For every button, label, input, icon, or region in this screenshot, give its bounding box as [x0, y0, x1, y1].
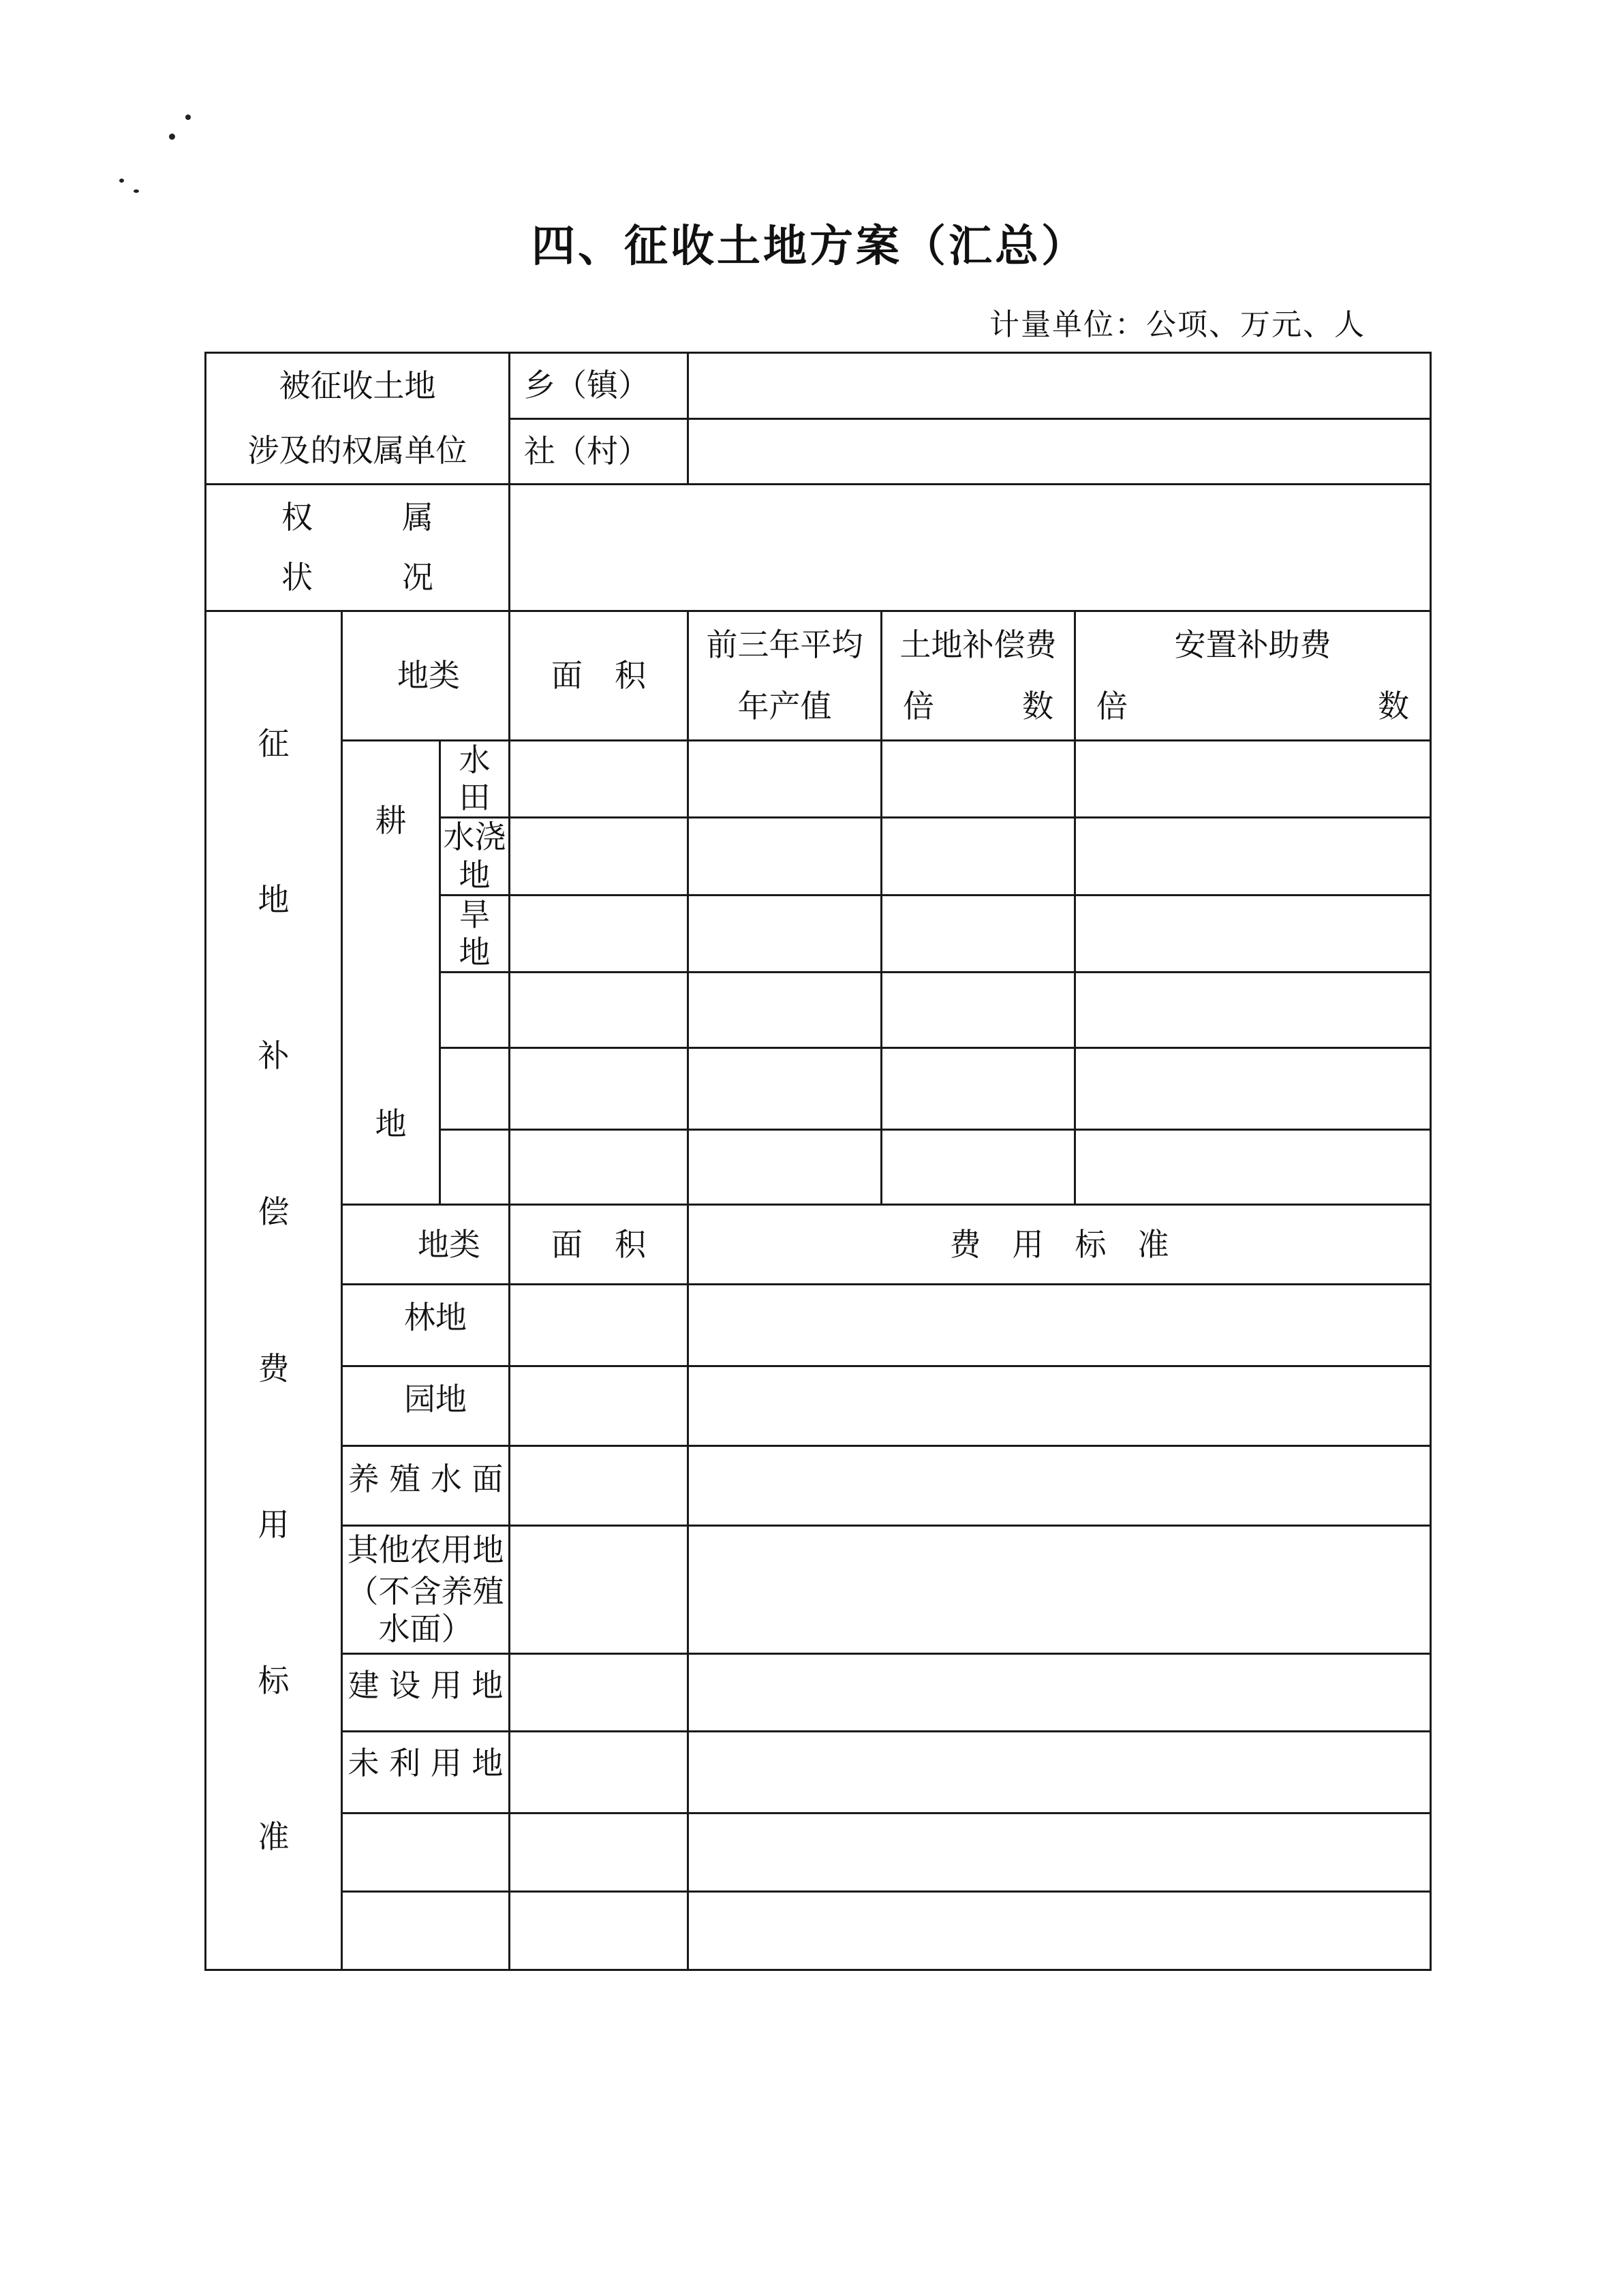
avg-value-header-line2: 年产值	[737, 687, 832, 724]
land-comp-cell[interactable]	[882, 1130, 1075, 1205]
side-char: 地	[258, 881, 290, 918]
area-cell[interactable]	[510, 1285, 688, 1366]
scan-speck	[169, 134, 175, 140]
scan-speck	[119, 179, 124, 183]
land-type-name-two-line	[342, 1526, 510, 1654]
resettle-header-char: 数	[1378, 687, 1410, 724]
village-value[interactable]	[688, 418, 1431, 485]
scan-speck	[134, 189, 139, 193]
land-type-name: 养 殖 水 面	[342, 1446, 510, 1526]
land-type-name	[342, 1366, 510, 1446]
area-cell[interactable]	[510, 895, 688, 972]
owner-unit-label-cell	[206, 353, 510, 485]
area-cell[interactable]	[510, 1130, 688, 1205]
fee-standard-cell[interactable]	[688, 1285, 1431, 1366]
area-header-char: 积	[615, 656, 647, 694]
avg-value-cell[interactable]	[688, 818, 882, 895]
land-type-name: 水 田	[440, 741, 510, 818]
land-comp-header	[882, 611, 1075, 741]
land-comp-cell[interactable]	[882, 741, 1075, 818]
owner-unit-label-line1: 被征收土地	[279, 367, 436, 404]
land-type-name[interactable]	[440, 1048, 510, 1130]
fee-standard-cell[interactable]	[688, 1526, 1431, 1654]
side-char: 费	[258, 1349, 290, 1387]
resettle-header-char: 倍	[1096, 687, 1128, 724]
status-label-char: 状	[281, 558, 313, 596]
side-char: 用	[258, 1505, 290, 1543]
area-cell[interactable]	[510, 818, 688, 895]
resettle-cell[interactable]	[1075, 973, 1431, 1048]
land-type-name-line2: （不含养殖水面）	[347, 1572, 504, 1647]
village-label: 社（村）	[510, 418, 688, 485]
land-comp-cell[interactable]	[882, 973, 1075, 1048]
ownership-status-label-cell	[206, 485, 510, 611]
avg-value-cell[interactable]	[688, 1048, 882, 1130]
fee-standard-cell[interactable]	[688, 1446, 1431, 1526]
area-cell[interactable]	[510, 1813, 688, 1892]
resettle-cell[interactable]	[1075, 1048, 1431, 1130]
fee-standard-cell[interactable]	[688, 1892, 1431, 1970]
unit-label: 计量单位：公项、万元、人	[989, 307, 1366, 342]
side-char: 准	[258, 1818, 290, 1856]
land-comp-cell[interactable]	[882, 818, 1075, 895]
cultivated-group-char: 耕	[375, 802, 407, 840]
fee-standard-header: 费 用 标 准	[688, 1205, 1431, 1285]
resettle-cell[interactable]	[1075, 818, 1431, 895]
cultivated-group-label	[342, 741, 440, 1205]
area-cell[interactable]	[510, 1366, 688, 1446]
ownership-status-value[interactable]	[510, 485, 1431, 611]
land-type-name[interactable]	[342, 1813, 510, 1892]
ownership-label-char: 属	[402, 498, 434, 536]
avg-value-header-line1: 前三年平均	[706, 626, 863, 663]
area-cell[interactable]	[510, 741, 688, 818]
avg-value-cell[interactable]	[688, 973, 882, 1048]
area-cell[interactable]	[510, 973, 688, 1048]
land-type-header-2	[342, 1205, 510, 1285]
area-header	[510, 611, 688, 741]
land-type-char: 园	[404, 1381, 435, 1418]
avg-value-cell[interactable]	[688, 895, 882, 972]
land-type-name-line1: 其他农用地	[347, 1531, 504, 1569]
cultivated-group-char: 地	[375, 1105, 407, 1142]
avg-value-cell[interactable]	[688, 741, 882, 818]
land-type-name[interactable]	[440, 1130, 510, 1205]
land-type-char: 地	[435, 1299, 467, 1336]
compensation-side-label	[206, 611, 342, 1970]
land-type-char: 地	[435, 1381, 467, 1418]
land-comp-cell[interactable]	[882, 895, 1075, 972]
land-comp-header-char: 数	[1022, 687, 1054, 724]
land-expropriation-form	[204, 352, 1432, 1971]
area-cell[interactable]	[510, 1892, 688, 1970]
resettle-cell[interactable]	[1075, 741, 1431, 818]
side-char: 征	[258, 724, 290, 762]
land-type-header-char: 类	[449, 1225, 480, 1263]
side-char: 偿	[258, 1193, 290, 1231]
area-cell[interactable]	[510, 1048, 688, 1130]
side-char: 标	[258, 1662, 290, 1700]
side-char: 补	[258, 1037, 290, 1075]
fee-standard-cell[interactable]	[688, 1732, 1431, 1813]
resettle-cell[interactable]	[1075, 895, 1431, 972]
owner-unit-label-line2: 涉及的权属单位	[247, 431, 467, 469]
land-comp-header-line1: 土地补偿费	[899, 626, 1057, 663]
land-comp-cell[interactable]	[882, 1048, 1075, 1130]
area-header-char: 面	[551, 1225, 583, 1263]
area-cell[interactable]	[510, 1526, 688, 1654]
land-type-name: 旱 地	[440, 895, 510, 972]
township-value[interactable]	[688, 353, 1431, 419]
resettle-header-line1: 安置补助费	[1174, 626, 1331, 663]
area-header-2	[510, 1205, 688, 1285]
scan-speck	[185, 114, 191, 120]
status-label-char: 况	[402, 558, 434, 596]
land-type-name	[342, 1285, 510, 1366]
resettle-cell[interactable]	[1075, 1130, 1431, 1205]
area-cell[interactable]	[510, 1654, 688, 1732]
land-type-name: 水浇地	[440, 818, 510, 895]
land-type-header-char: 地	[418, 1225, 449, 1263]
area-header-char: 面	[551, 656, 583, 694]
fee-standard-cell[interactable]	[688, 1366, 1431, 1446]
area-cell[interactable]	[510, 1732, 688, 1813]
area-header-char: 积	[615, 1225, 647, 1263]
avg-value-header	[688, 611, 882, 741]
land-comp-header-char: 倍	[903, 687, 935, 724]
township-label: 乡（镇）	[510, 353, 688, 419]
fee-standard-cell[interactable]	[688, 1813, 1431, 1892]
land-type-name: 建 设 用 地	[342, 1654, 510, 1732]
land-type-header	[342, 611, 510, 741]
resettle-header	[1075, 611, 1431, 741]
land-type-header-char: 地	[397, 656, 429, 694]
land-type-name: 未 利 用 地	[342, 1732, 510, 1813]
ownership-label-char: 权	[281, 498, 313, 536]
land-type-header-char: 类	[429, 656, 460, 694]
land-type-name[interactable]	[342, 1892, 510, 1970]
avg-value-cell[interactable]	[688, 1130, 882, 1205]
land-type-name[interactable]	[440, 973, 510, 1048]
page-title: 四、征收土地方案（汇总）	[531, 221, 1088, 272]
land-type-char: 林	[404, 1299, 435, 1336]
fee-standard-cell[interactable]	[688, 1654, 1431, 1732]
area-cell[interactable]	[510, 1446, 688, 1526]
